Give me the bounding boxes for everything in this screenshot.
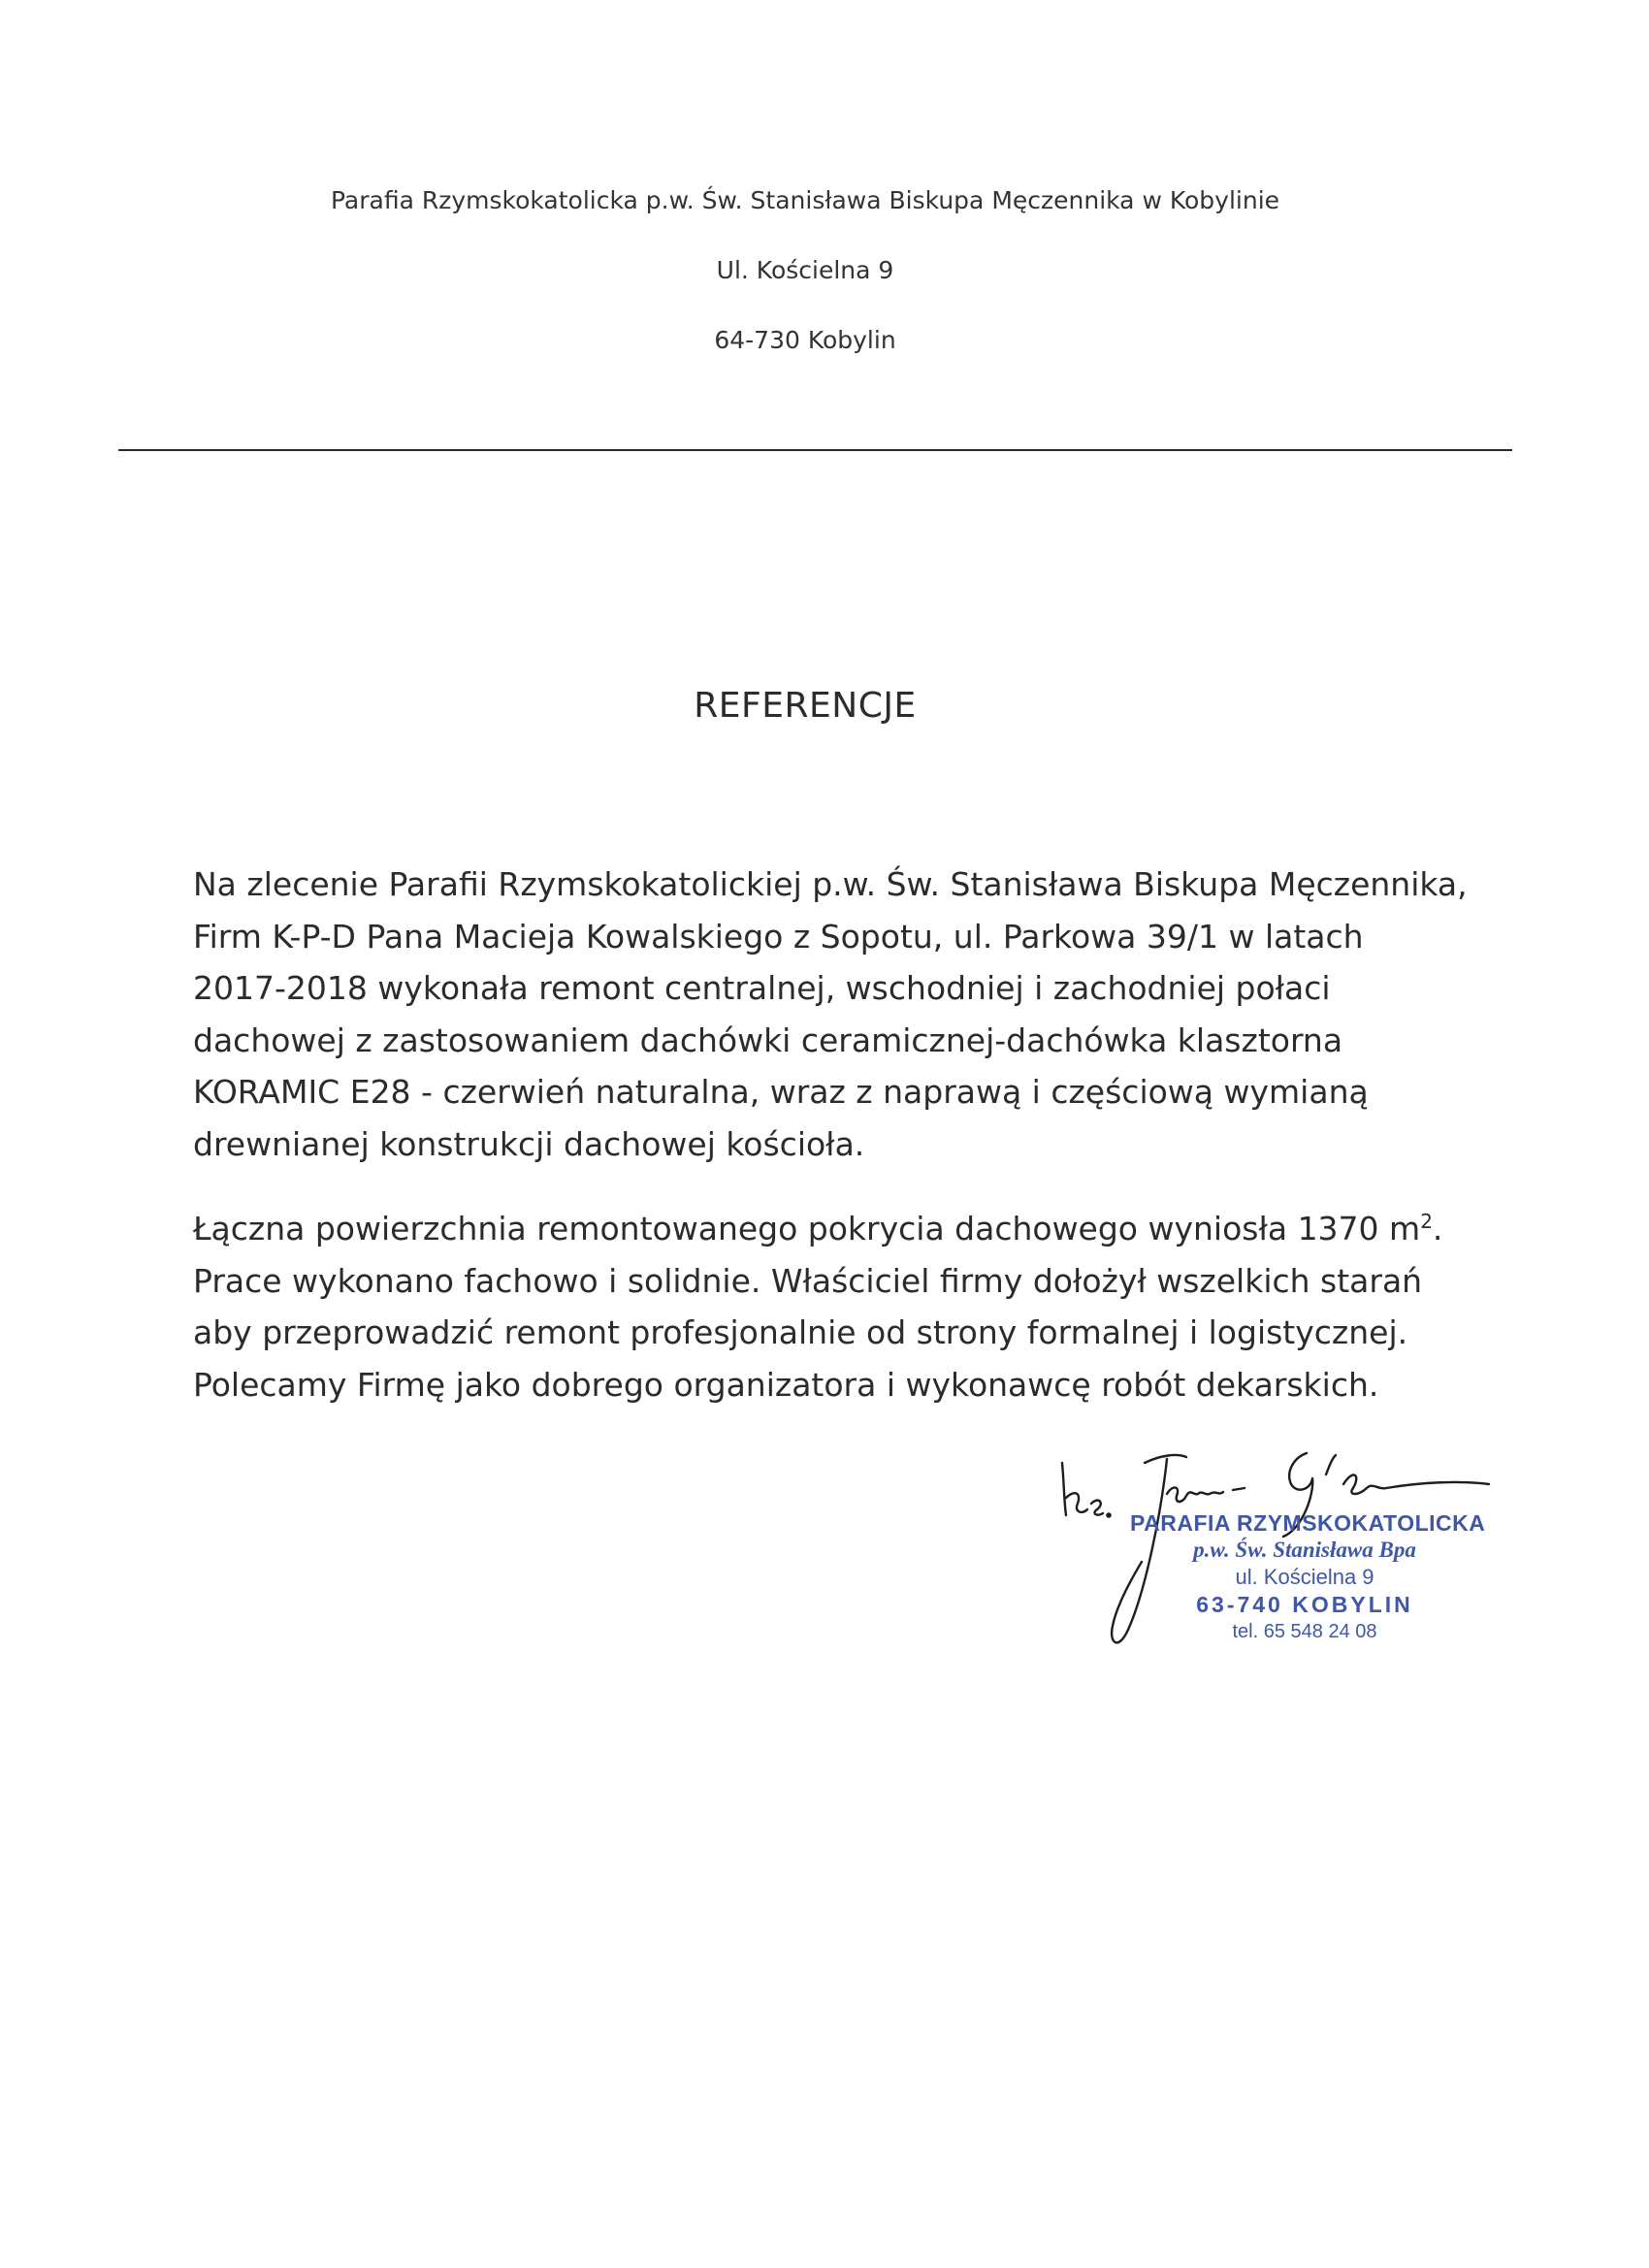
paragraph-1-line: 2017-2018 wykonała remont centralnej, wschodniej i zachodniej połaci: [193, 969, 1331, 1007]
square-superscript: 2: [1420, 1210, 1433, 1233]
stamp-line-patron: p.w. Św. Stanisława Bpa: [1193, 1538, 1416, 1562]
letterhead-line-parish: Parafia Rzymskokatolicka p.w. Św. Stanisława Biskupa Męczennika w Kobylinie: [330, 186, 1280, 214]
paragraph-1-line: Firm K-P-D Pana Macieja Kowalskiego z Sopotu, ul. Parkowa 39/1 w latach: [193, 917, 1364, 956]
letterhead-line-city: 64-730 Kobylin: [714, 326, 896, 354]
document-title: REFERENCJE: [694, 686, 917, 726]
paragraph-2: [193, 1203, 1473, 1410]
paragraph-1-line: KORAMIC E28 - czerwień naturalna, wraz z naprawą i częściową wymianą: [193, 1073, 1369, 1111]
paragraph-1-line: drewnianej konstrukcji dachowej kościoła.: [193, 1124, 865, 1163]
stamp-line-street: ul. Kościelna 9: [1235, 1565, 1374, 1589]
header-divider: [118, 449, 1512, 451]
paragraph-2-line: Prace wykonano fachowo i solidnie. Właściciel firmy dołożył wszelkich starań: [193, 1261, 1423, 1300]
letterhead-line-street: Ul. Kościelna 9: [716, 256, 894, 284]
area-text: Łączna powierzchnia remontowanego pokrycia dachowego wyniosła 1370 m: [193, 1210, 1421, 1247]
paragraph-1-line: Na zlecenie Parafii Rzymskokatolickiej p.w. Św. Stanisława Biskupa Męczennika,: [193, 865, 1468, 903]
paragraph-1-line: dachowej z zastosowaniem dachówki ceramicznej-dachówka klasztorna: [193, 1021, 1343, 1059]
stamp-line-phone: tel. 65 548 24 08: [1232, 1621, 1377, 1642]
paragraph-2-line: aby przeprowadzić remont profesjonalnie od strony formalnej i logistycznej.: [193, 1313, 1408, 1351]
stamp-line-parish: PARAFIA RZYMSKOKATOLICKA: [1130, 1510, 1486, 1536]
parish-stamp: [1130, 1509, 1486, 1645]
paragraph-2-line: Polecamy Firmę jako dobrego organizatora i wykonawcę robót dekarskich.: [193, 1365, 1379, 1404]
paragraph-1: [193, 859, 1473, 1170]
stamp-line-city: 63-740 KOBYLIN: [1196, 1592, 1413, 1617]
paragraph-2-line: [193, 1203, 1473, 1255]
sentence-end: .: [1432, 1210, 1443, 1247]
